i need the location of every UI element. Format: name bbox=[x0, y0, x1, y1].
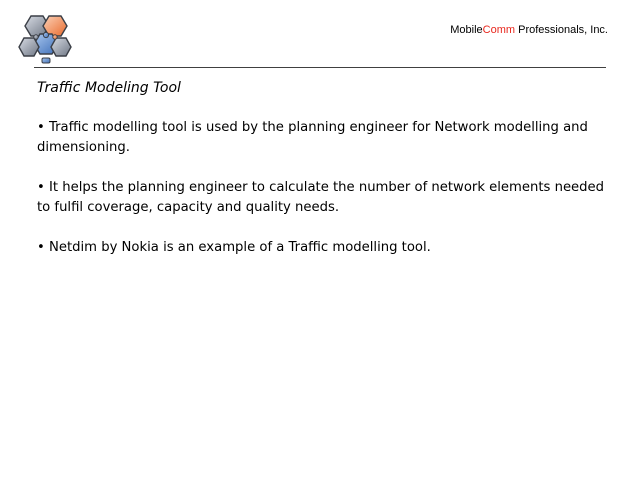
header-divider bbox=[34, 67, 606, 68]
slide-title: Traffic Modeling Tool bbox=[37, 80, 181, 96]
company-name-accent: Comm bbox=[482, 24, 516, 36]
slide-content bbox=[37, 78, 617, 278]
company-name-part1: Mobile bbox=[450, 24, 483, 36]
puzzle-hexagon-logo-icon bbox=[18, 14, 72, 64]
bullet-item: • It helps the planning engineer to calculate the number of network elements needed to fulfil coverage, capacity and quality needs. bbox=[37, 180, 605, 215]
bullet-item: • Traffic modelling tool is used by the planning engineer for Network modelling and dimensioning. bbox=[37, 120, 588, 155]
bullet-item: • Netdim by Nokia is an example of a Traffic modelling tool. bbox=[37, 240, 431, 255]
company-name bbox=[450, 24, 608, 36]
company-name-part3: Professionals, Inc. bbox=[515, 24, 608, 36]
